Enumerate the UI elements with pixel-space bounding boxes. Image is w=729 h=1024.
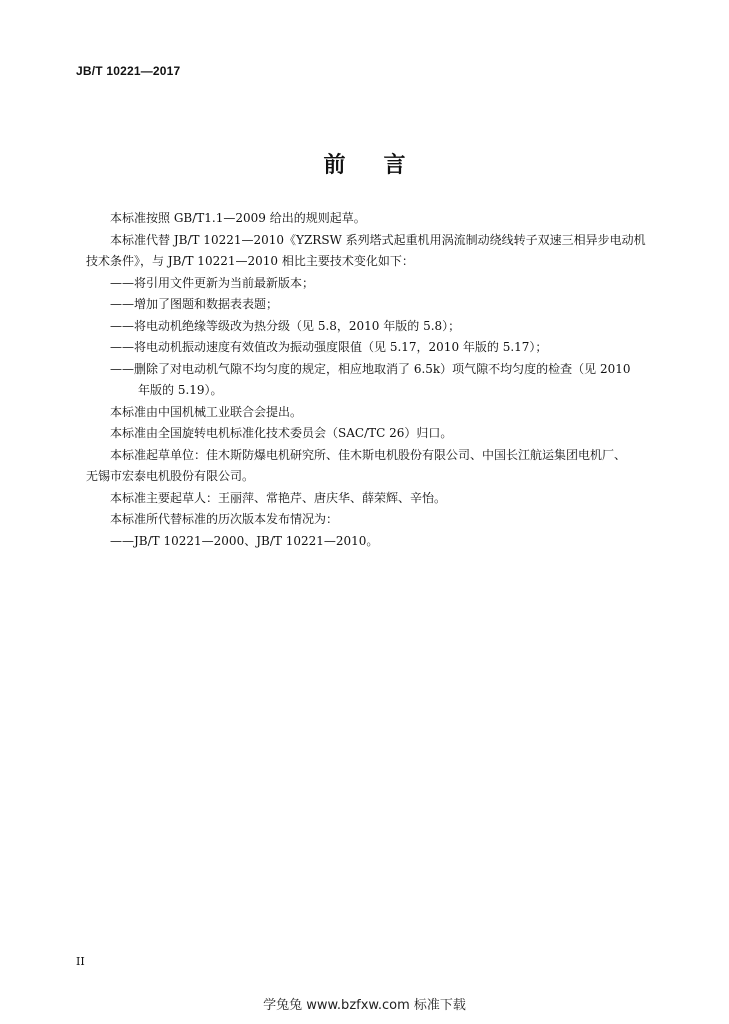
list-item-continuation: 年版的 5.19）。: [138, 383, 223, 397]
paragraph: 本标准主要起草人：王丽萍、常艳芹、唐庆华、薛荣辉、辛怡。: [110, 490, 447, 505]
list-item: ——JB/T 10221—2000、JB/T 10221—2010。: [110, 533, 379, 548]
foreword-body: [86, 208, 666, 552]
paragraph: 本标准由中国机械工业联合会提出。: [110, 404, 303, 419]
paragraph: 本标准由全国旋转电机标准化技术委员会（SAC/TC 26）归口。: [110, 426, 453, 440]
page-title: [0, 148, 729, 179]
paragraph-continuation: 技术条件》，与 JB/T 10221—2010 相比主要技术变化如下：: [86, 254, 414, 268]
title-char-right: 言: [383, 153, 406, 178]
paragraph-continuation: 无锡市宏泰电机股份有限公司。: [86, 469, 255, 483]
list-item: ——将引用文件更新为当前最新版本；: [110, 275, 315, 290]
list-item: ——将电动机绝缘等级改为热分级（见 5.8，2010 年版的 5.8）；: [110, 318, 461, 333]
paragraph: 本标准所代替标准的历次版本发布情况为：: [110, 512, 339, 526]
standard-code: JB/T 10221—2017: [76, 64, 181, 78]
watermark-text: 学兔兔 www.bzfxw.com 标准下载: [263, 998, 466, 1013]
list-item: ——将电动机振动速度有效值改为振动强度限值（见 5.17，2010 年版的 5.17）；: [110, 340, 548, 354]
paragraph: 本标准起草单位：佳木斯防爆电机研究所、佳木斯电机股份有限公司、中国长江航运集团电机厂、: [110, 447, 627, 462]
list-item: ——删除了对电动机气隙不均匀度的规定，相应地取消了 6.5k）项气隙不均匀度的检查（见 2010: [110, 361, 631, 376]
paragraph: 本标准代替 JB/T 10221—2010《YZRSW 系列塔式起重机用涡流制动绕线转子双速三相异步电动机: [110, 232, 646, 247]
title-char-left: 前: [323, 153, 346, 178]
page-number: II: [76, 955, 85, 968]
list-item: ——增加了图题和数据表表题；: [110, 297, 279, 311]
paragraph: 本标准按照 GB/T1.1—2009 给出的规则起草。: [110, 211, 366, 225]
